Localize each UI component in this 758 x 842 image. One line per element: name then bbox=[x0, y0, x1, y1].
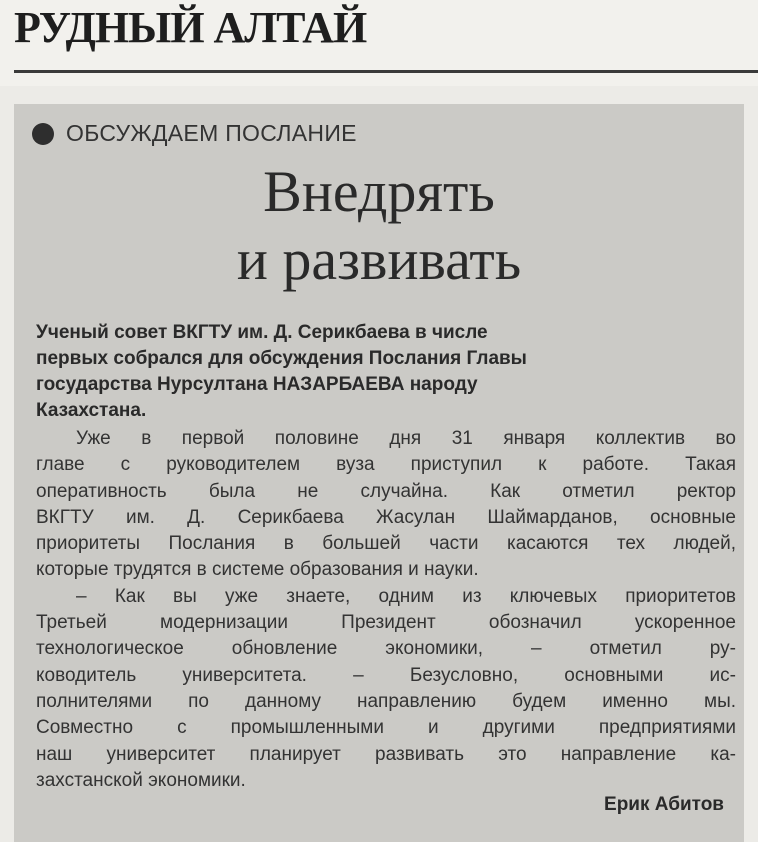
masthead bbox=[0, 0, 758, 86]
bullet-icon bbox=[32, 123, 54, 145]
headline bbox=[14, 158, 744, 294]
lead-line: государства Нурсултана НАЗАРБАЕВА народу bbox=[36, 374, 478, 395]
body-line: наш университет планирует развивать это направление ка- bbox=[36, 743, 736, 765]
newspaper-title: РУДНЫЙ АЛТАЙ bbox=[14, 3, 367, 52]
article-body bbox=[36, 426, 736, 794]
body-line: Уже в первой половине дня 31 января коллектив во bbox=[76, 428, 736, 449]
body-line: ВКГТУ им. Д. Серикбаева Жасулан Шаймарданов, основные bbox=[36, 506, 736, 528]
lead-paragraph bbox=[36, 320, 736, 424]
body-line: которые трудятся в системе образования и науки. bbox=[36, 559, 479, 581]
body-line: ководитель университета. – Безусловно, основными ис- bbox=[36, 664, 736, 686]
body-line: главе с руководителем вуза приступил к работе. Такая bbox=[36, 454, 736, 476]
body-line: оперативность была не случайна. Как отметил ректор bbox=[36, 480, 736, 502]
lead-line: Ученый совет ВКГТУ им. Д. Серикбаева в числе bbox=[36, 322, 488, 343]
headline-line: и развивать bbox=[236, 227, 522, 292]
lead-line: Казахстана. bbox=[36, 400, 147, 421]
body-line: полнителями по данному направлению будем именно мы. bbox=[36, 690, 736, 712]
masthead-divider bbox=[14, 70, 758, 73]
body-line: Совместно с промышленными и другими предприятиями bbox=[36, 717, 736, 739]
body-line: приоритеты Послания в большей части касаются тех людей, bbox=[36, 533, 736, 555]
article bbox=[14, 104, 744, 842]
author-byline: Ерик Абитов bbox=[604, 794, 724, 815]
body-line: – Как вы уже знаете, одним из ключевых приоритетов bbox=[76, 585, 736, 607]
rubric bbox=[32, 120, 357, 147]
body-line: Третьей модернизации Президент обозначил ускоренное bbox=[36, 612, 736, 634]
body-line: захстанской экономики. bbox=[36, 769, 246, 791]
lead-line: первых собрался для обсуждения Послания Главы bbox=[36, 348, 527, 369]
rubric-label: ОБСУЖДАЕМ ПОСЛАНИЕ bbox=[66, 120, 357, 146]
body-line: технологическое обновление экономики, – отметил ру- bbox=[36, 638, 736, 660]
headline-line: Внедрять bbox=[263, 159, 495, 224]
